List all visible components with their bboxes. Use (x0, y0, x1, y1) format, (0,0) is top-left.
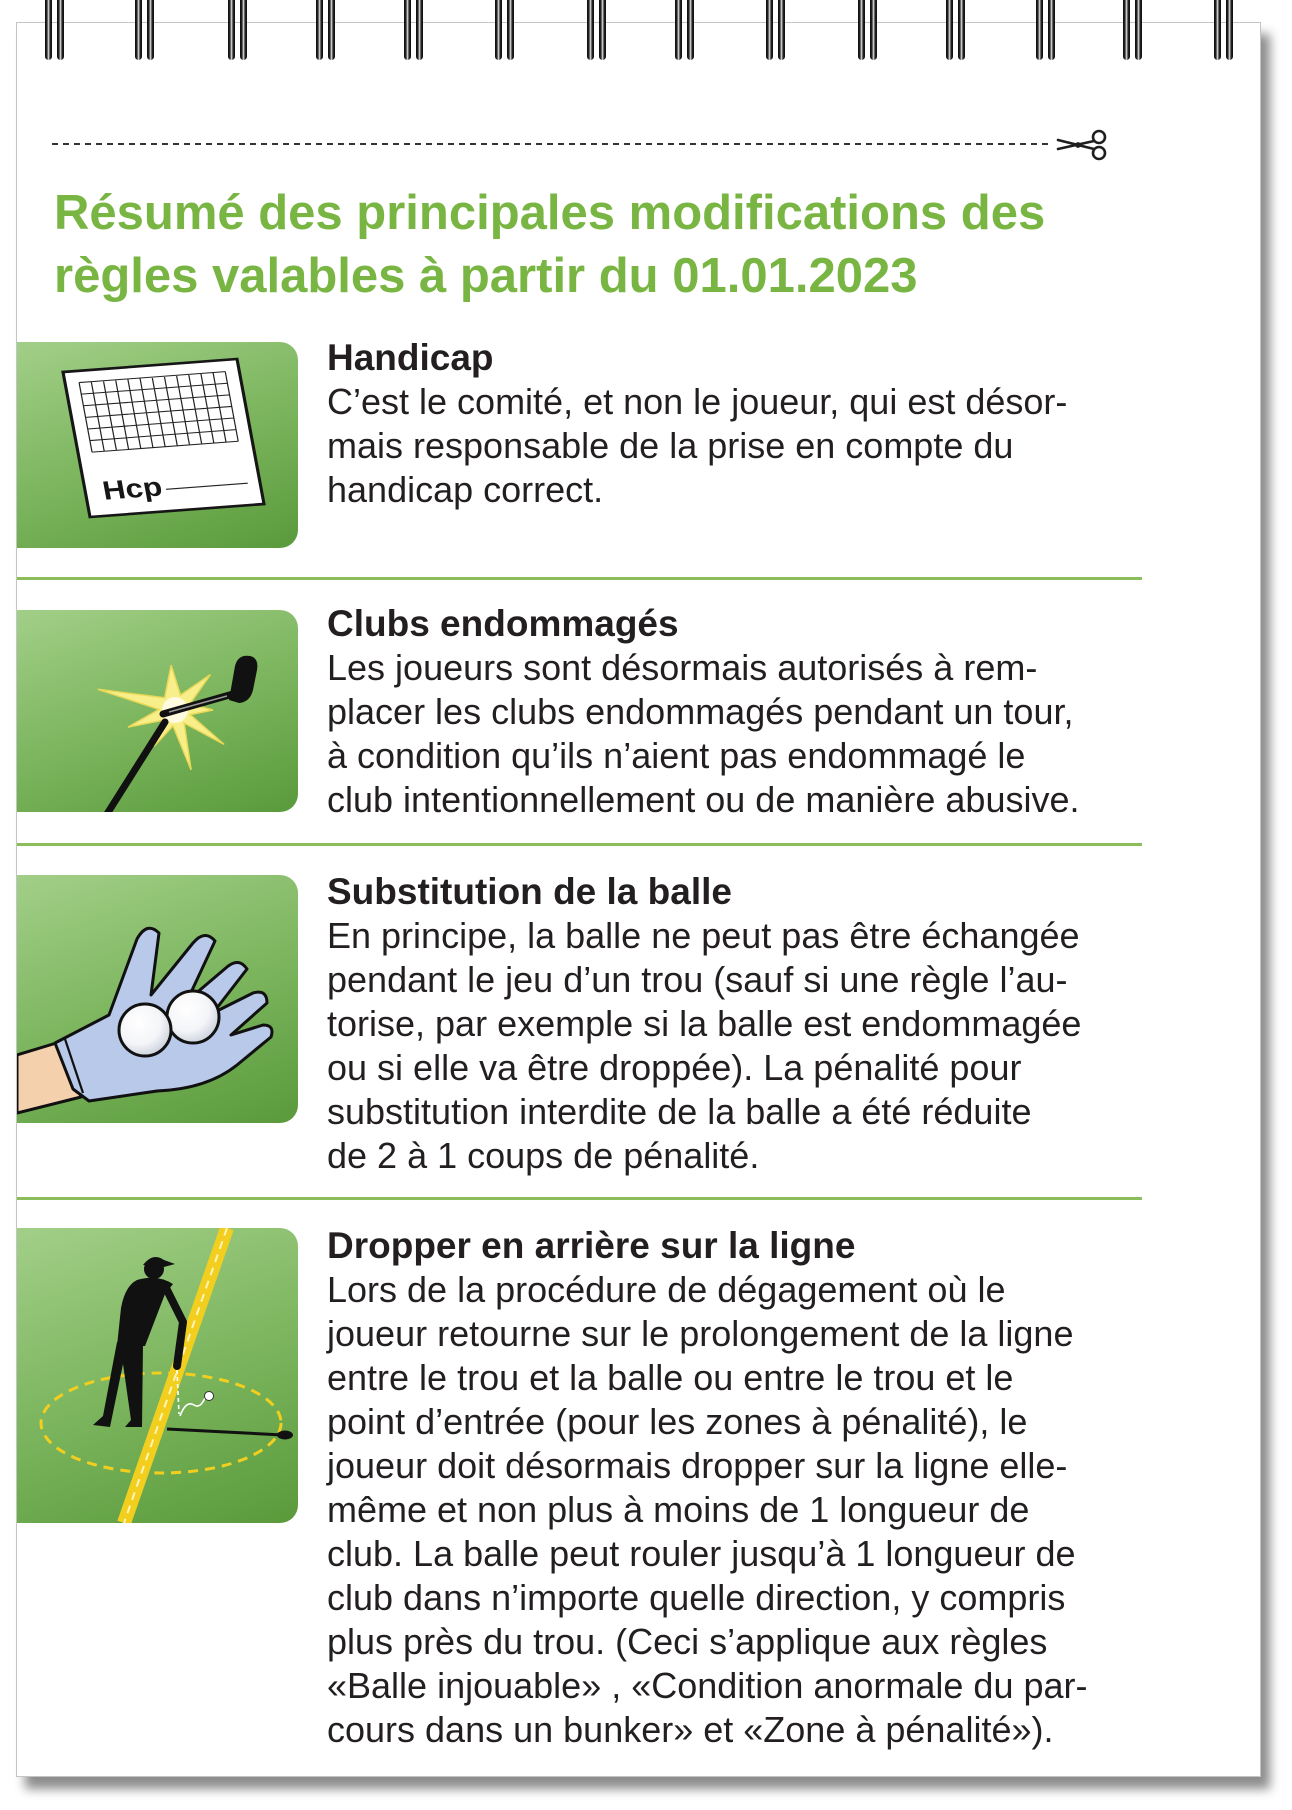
spiral-ring (766, 0, 785, 60)
body-line: En principe, la balle ne peut pas être échangée (327, 915, 1080, 956)
scorecard-icon (17, 342, 298, 548)
body-line: pendant le jeu d’un trou (sauf si une règle l’au- (327, 959, 1068, 1000)
body-line: plus près du trou. (Ceci s’applique aux règles (327, 1621, 1048, 1662)
spiral-ring (858, 0, 877, 60)
section-heading: Handicap (327, 337, 494, 378)
body-line: joueur retourne sur le prolongement de la ligne (327, 1313, 1074, 1354)
section-body (327, 1268, 1088, 1752)
section-body (327, 646, 1079, 822)
spiral-ring (404, 0, 423, 60)
golfer-dropping-ball-icon (17, 1228, 298, 1523)
glove-with-balls-icon (17, 875, 298, 1123)
body-line: de 2 à 1 coups de pénalité. (327, 1135, 760, 1176)
spiral-ring (946, 0, 965, 60)
spiral-ring (675, 0, 694, 60)
body-line: mais responsable de la prise en compte du (327, 425, 1014, 466)
body-line: entre le trou et la balle ou entre le trou et le (327, 1357, 1014, 1398)
icon-panel (17, 610, 298, 812)
section-divider (17, 577, 1142, 580)
impact-star (98, 665, 224, 770)
body-line: club dans n’importe quelle direction, y compris (327, 1577, 1066, 1618)
broken-club-icon (17, 610, 298, 812)
body-line: C’est le comité, et non le joueur, qui est désor- (327, 381, 1068, 422)
body-line: ou si elle va être droppée). La pénalité pour (327, 1047, 1022, 1088)
spiral-ring (1123, 0, 1142, 60)
title-line: Résumé des principales modifications des (54, 186, 1046, 240)
body-line: point d’entrée (pour les zones à pénalité), le (327, 1401, 1028, 1442)
section-divider (17, 1197, 1142, 1200)
body-line: handicap correct. (327, 469, 604, 510)
section-body (327, 380, 1067, 512)
body-line: même et non plus à moins de 1 longueur de (327, 1489, 1030, 1530)
body-line: joueur doit désormais dropper sur la ligne elle- (327, 1445, 1068, 1486)
page-title (54, 182, 1045, 308)
body-line: club intentionnellement ou de manière abusive. (327, 779, 1080, 820)
body-line: club. La balle peut rouler jusqu’à 1 longueur de (327, 1533, 1076, 1574)
spiral-ring (1214, 0, 1233, 60)
icon-panel (17, 342, 298, 548)
body-line: à condition qu’ils n’aient pas endommagé le (327, 735, 1026, 776)
section-heading: Clubs endommagés (327, 603, 679, 644)
icon-panel (17, 875, 298, 1123)
body-line: placer les clubs endommagés pendant un tour, (327, 691, 1074, 732)
spiral-ring (587, 0, 606, 60)
body-line: cours dans un bunker» et «Zone à pénalité»). (327, 1709, 1054, 1750)
cut-line (50, 126, 1120, 166)
body-line: torise, par exemple si la balle est endommagée (327, 1003, 1082, 1044)
body-line: substitution interdite de la balle a été réduite (327, 1091, 1032, 1132)
body-line: «Balle injouable» , «Condition anormale du par- (327, 1665, 1088, 1706)
body-line: Les joueurs sont désormais autorisés à rem- (327, 647, 1038, 688)
icon-panel (17, 1228, 298, 1523)
spiral-ring (495, 0, 514, 60)
section-heading: Dropper en arrière sur la ligne (327, 1225, 856, 1266)
section-divider (17, 843, 1142, 846)
spiral-ring (135, 0, 154, 60)
spiral-ring (228, 0, 247, 60)
title-line: règles valables à partir du 01.01.2023 (54, 249, 918, 303)
spiral-ring (316, 0, 335, 60)
body-line: Lors de la procédure de dégagement où le (327, 1269, 1006, 1310)
spiral-ring (1036, 0, 1055, 60)
section-body (327, 914, 1081, 1178)
section-heading: Substitution de la balle (327, 871, 732, 912)
scissors-icon (1058, 131, 1105, 159)
hcp-label: Hcp (100, 472, 165, 507)
spiral-ring (45, 0, 64, 60)
